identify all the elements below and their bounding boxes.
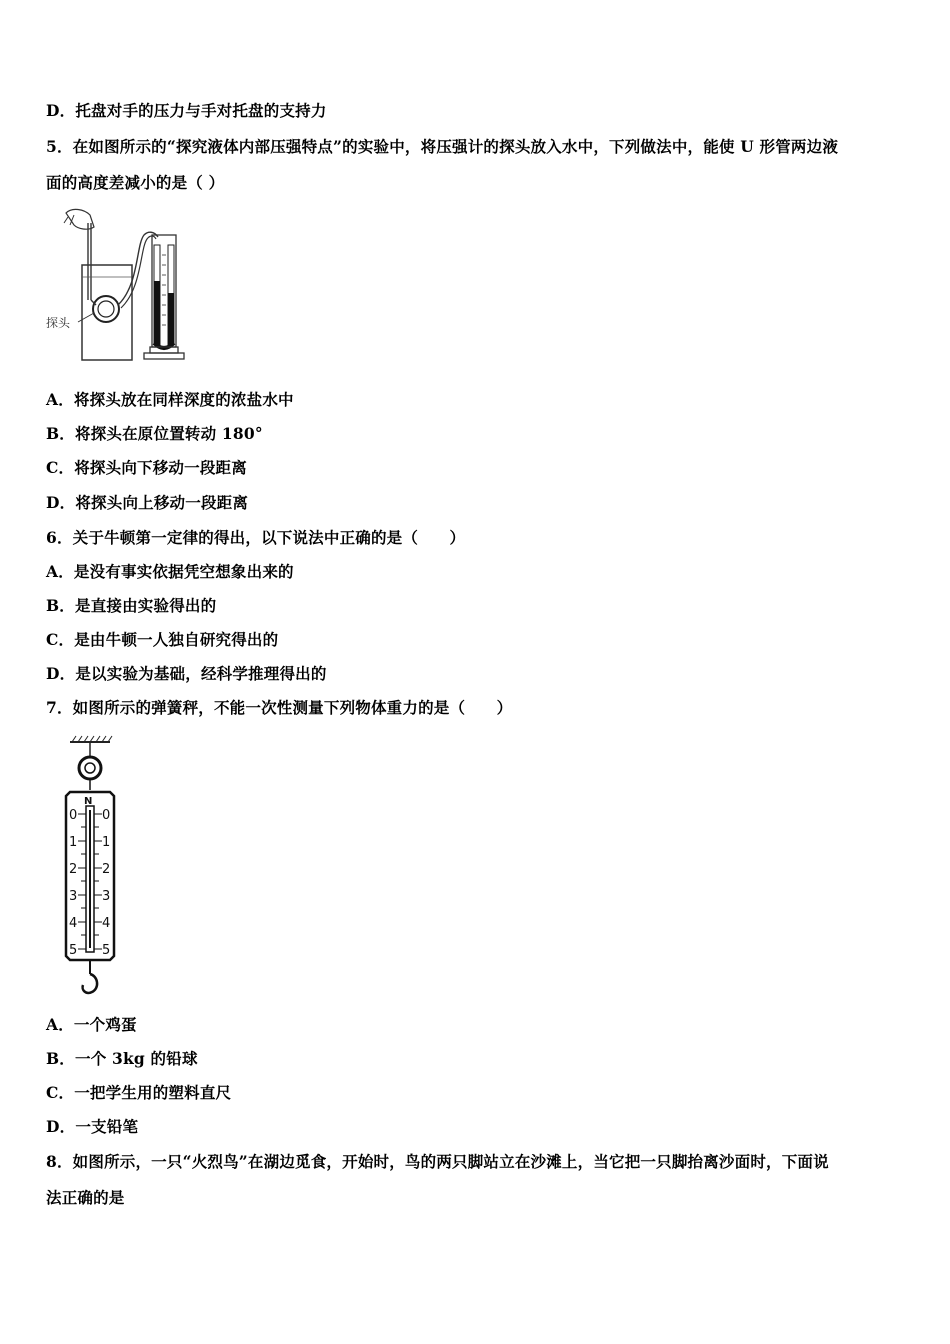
q7-option-c: C．一把学生用的塑料直尺 [46, 1083, 232, 1102]
tick-left-4: 4 [69, 916, 78, 931]
q5-option-c: C．将探头向下移动一段距离 [46, 458, 247, 477]
q4-option-d: D．托盘对手的压力与手对托盘的支持力 [46, 101, 327, 120]
q7-option-d: D．一支铅笔 [46, 1117, 139, 1136]
q7-stem: 7．如图所示的弹簧秤，不能一次性测量下列物体重力的是（ ） [46, 698, 513, 717]
q7-option-a: A．一个鸡蛋 [46, 1015, 137, 1034]
q5-stem-line1: 5．在如图所示的“探究液体内部压强特点”的实验中，将压强计的探头放入水中，下列做法中，能使 U 形管两边液 [46, 137, 839, 156]
tick-right-4: 4 [102, 916, 111, 931]
tick-right-1: 1 [102, 835, 111, 850]
tick-right-2: 2 [102, 862, 111, 877]
tick-left-3: 3 [69, 889, 78, 904]
q6-option-d: D．是以实验为基础，经科学推理得出的 [46, 664, 327, 683]
tick-left-2: 2 [69, 862, 78, 877]
q8-stem-line2: 法正确的是 [46, 1188, 125, 1207]
q5-option-a: A．将探头放在同样深度的浓盐水中 [46, 390, 294, 409]
tick-right-5: 5 [102, 943, 111, 958]
tick-left-0: 0 [69, 808, 78, 823]
q5-option-b: B．将探头在原位置转动 180° [46, 424, 263, 443]
probe-label: 探头 [46, 316, 71, 330]
q6-option-a: A．是没有事实依据凭空想象出来的 [46, 562, 294, 581]
q5-option-d: D．将探头向上移动一段距离 [46, 493, 249, 512]
q6-option-c: C．是由牛顿一人独自研究得出的 [46, 630, 279, 649]
tick-left-5: 5 [69, 943, 78, 958]
tick-right-0: 0 [102, 808, 111, 823]
manometer-figure [44, 205, 214, 365]
spring-scale-figure [62, 734, 122, 1004]
tick-right-3: 3 [102, 889, 111, 904]
tick-left-1: 1 [69, 835, 78, 850]
q7-option-b: B．一个 3kg 的铅球 [46, 1049, 198, 1068]
q6-stem: 6．关于牛顿第一定律的得出，以下说法中正确的是（ ） [46, 528, 466, 547]
q6-option-b: B．是直接由实验得出的 [46, 596, 217, 615]
unit-label: N [84, 796, 93, 807]
q5-stem-line2: 面的高度差减小的是（ ） [46, 173, 225, 192]
q8-stem-line1: 8．如图所示，一只“火烈鸟”在湖边觅食，开始时，鸟的两只脚站立在沙滩上，当它把一只脚抬离沙面时，下面说 [46, 1152, 829, 1171]
